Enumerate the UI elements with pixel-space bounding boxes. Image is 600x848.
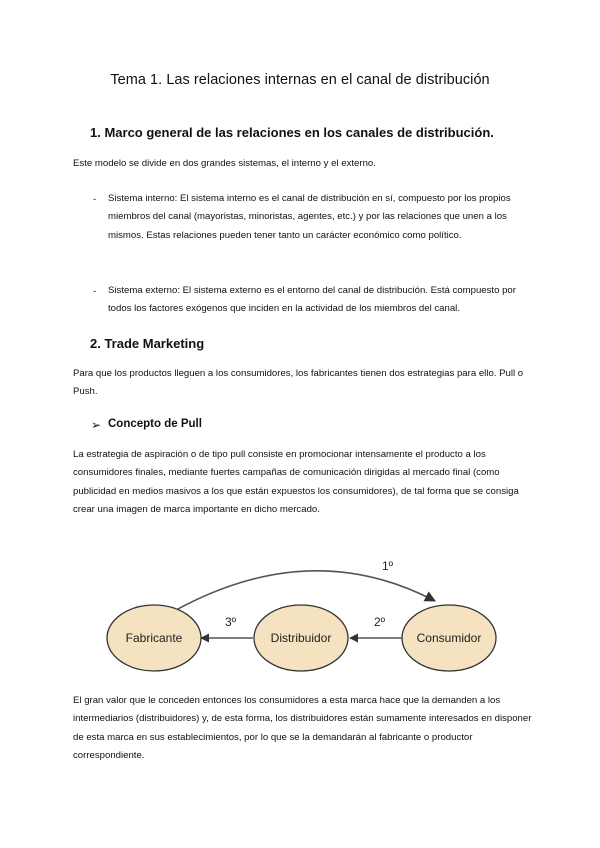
closing-paragraph: El gran valor que le conceden entonces los consumidores a esta marca hace que la demanden a los intermediarios (distribuidores) y, de esta forma, los distribuidores están sumamente interesados en disponer de esta marca en sus establecimientos, por lo que se la demandarán al fabricante o productor correspondiente.	[73, 695, 532, 762]
node-label-distribuidor: Distribuidor	[270, 631, 332, 645]
bullet-sistema-interno: Sistema interno: El sistema interno es el canal de distribución en sí, compuesto por los propios miembros del canal (mayoristas, minoristas, agentes, etc.) y por las relaciones que unen a los mismos. Estas relaciones pueden tener tanto un carácter económico como político.	[108, 193, 511, 241]
bullet-dash-2: -	[93, 286, 97, 297]
step-label-3: 3º	[225, 615, 237, 629]
bullet-dash-1: -	[93, 194, 97, 205]
subsection-arrow-icon: ➢	[91, 418, 102, 432]
node-label-consumidor: Consumidor	[416, 631, 482, 645]
pull-diagram	[100, 548, 505, 683]
section-1-heading: 1. Marco general de las relaciones en los canales de distribución.	[90, 125, 494, 140]
step-label-2: 2º	[374, 615, 386, 629]
step-label-1: 1º	[382, 559, 394, 573]
section-2-intro: Para que los productos lleguen a los consumidores, los fabricantes tienen dos estrategias para ello. Pull o Push.	[73, 368, 524, 398]
section-2-heading: 2. Trade Marketing	[90, 336, 205, 351]
pull-paragraph: La estrategia de aspiración o de tipo pull consiste en promocionar intensamente el producto a los consumidores finales, mediante fuertes campañas de comunicación dirigidas al mercado final (como publicidad en medios masivos a los que están expuestos los consumidores), de tal forma que se consiga crear una imagen de marca importante en dicho mercado.	[73, 449, 519, 516]
section-1-intro: Este modelo se divide en dos grandes sistemas, el interno y el externo.	[73, 158, 376, 169]
subsection-heading: Concepto de Pull	[108, 418, 202, 430]
bullet-sistema-externo: Sistema externo: El sistema externo es el entorno del canal de distribución. Está compuesto por todos los factores exógenos que inciden en la actividad de los miembros del canal.	[108, 285, 516, 315]
node-label-fabricante: Fabricante	[125, 631, 183, 645]
page-title: Tema 1. Las relaciones internas en el canal de distribución	[110, 72, 490, 88]
